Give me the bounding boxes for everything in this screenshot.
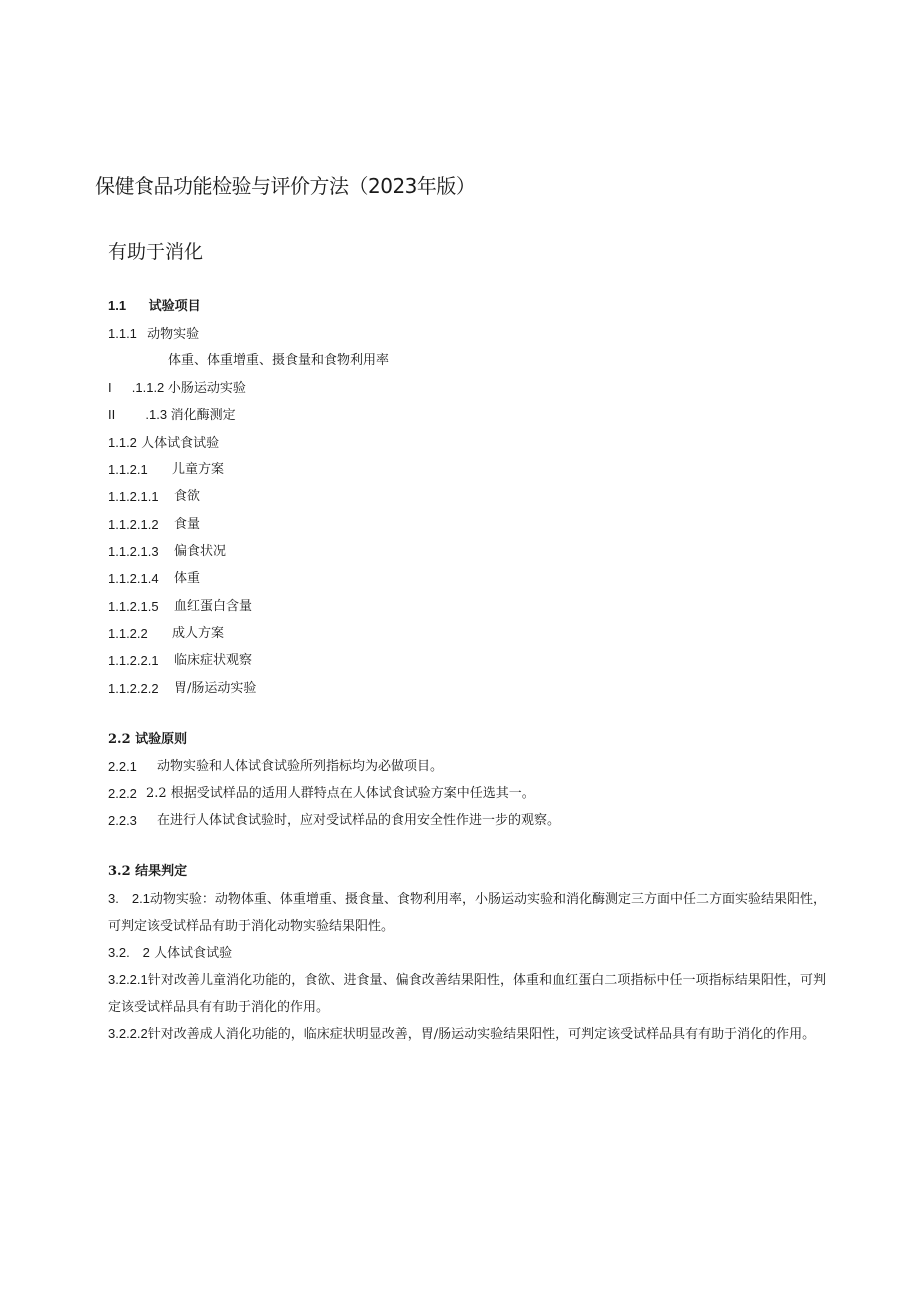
- list-item-number: 1.1.2.1.4: [108, 571, 159, 586]
- list-item-number: 2.2.2: [108, 786, 137, 801]
- paragraph: [108, 885, 826, 940]
- paragraph-number: 3.2. 2: [108, 945, 150, 960]
- list-item-number: 1.1.2.2.1: [108, 653, 159, 668]
- list-item-text: 血红蛋白含量: [174, 599, 253, 614]
- list-item-number: 1.1.2.1.3: [108, 544, 159, 559]
- list-item-text: 胃/肠运动实验: [174, 681, 257, 696]
- paragraph-text: 动物实验：动物体重、体重增重、摄食量、食物利用率，小肠运动实验和消化酶测定三方面中任二方面实验结果阳性，可判定该受试样品有助于消化动物实验结果阳性。: [108, 892, 826, 934]
- list-item-number: 1.1.2.2: [108, 626, 148, 641]
- list-item-number: 1.1.2.1: [108, 462, 148, 477]
- list-item: [108, 325, 199, 344]
- list-item: [168, 352, 389, 370]
- section-title: 有助于消化: [108, 241, 204, 263]
- item-text: 体重、体重增重、摄食量和食物利用率: [168, 353, 390, 368]
- item-text: 动物实验: [147, 327, 200, 342]
- list-item-text: 体重: [174, 571, 201, 586]
- list-item-number: 1.1.2.1.2: [108, 517, 159, 532]
- list-item-text: 成人方案: [172, 626, 225, 641]
- list-item-text: 食欲: [174, 489, 201, 504]
- list-item-text: 在进行人体试食试验时，应对受试样品的食用安全性作进一步的观察。: [157, 813, 561, 828]
- list-item: [108, 434, 219, 453]
- paragraph-text: 人体试食试验: [154, 946, 233, 961]
- list-item: [108, 379, 246, 398]
- item-text: .1.1.2 小肠运动实验: [131, 380, 246, 395]
- list-item-number: 1.1.2.1.1: [108, 489, 159, 504]
- item-number: 1.1.2: [108, 435, 137, 450]
- item-number: I: [108, 380, 112, 395]
- paragraph-number: 3. 2.1: [108, 891, 150, 906]
- item-number: II: [108, 407, 116, 422]
- list-item-text: 偏食状况: [174, 544, 227, 559]
- section2-heading: 2.2 试验原则: [108, 732, 188, 747]
- list-item-number: 1.1.2.1.5: [108, 599, 159, 614]
- paragraph: [108, 1020, 826, 1048]
- list-item-text: 食量: [174, 517, 201, 532]
- section1-heading-text: 试验项目: [148, 299, 201, 314]
- list-item-text: 儿童方案: [172, 462, 225, 477]
- section3-heading: 3.2 结果判定: [108, 864, 188, 879]
- item-text: 人体试食试验: [141, 436, 220, 451]
- item-number: 1.1.1: [108, 326, 137, 341]
- paragraph: [108, 966, 826, 1021]
- document-title: 保健食品功能检验与评价方法（2023年版）: [95, 174, 476, 198]
- section1-heading-number: 1.1: [108, 298, 127, 313]
- paragraph-text: 针对改善成人消化功能的，临床症状明显改善，胃/肠运动实验结果阳性，可判定该受试样品具有有助于消化的作用。: [147, 1027, 816, 1042]
- paragraph-text: 针对改善儿童消化功能的，食欲、进食量、偏食改善结果阳性，体重和血红蛋白二项指标中任一项指标结果阳性，可判定该受试样品具有有助于消化的作用。: [108, 973, 826, 1015]
- list-item: [108, 406, 236, 425]
- item-text: .1.3 消化酶测定: [145, 407, 236, 422]
- paragraph-number: 3.2.2.2: [108, 1026, 148, 1041]
- list-item-text: 动物实验和人体试食试验所列指标均为必做项目。: [157, 759, 444, 774]
- paragraph: [108, 944, 232, 963]
- section1-heading: [108, 297, 201, 316]
- list-item-number: 1.1.2.2.2: [108, 681, 159, 696]
- list-item-text: 2.2 根据受试样品的适用人群特点在人体试食试验方案中任选其一。: [146, 786, 535, 801]
- list-item-number: 2.2.1: [108, 759, 137, 774]
- list-item-text: 临床症状观察: [174, 653, 253, 668]
- list-item-number: 2.2.3: [108, 813, 137, 828]
- paragraph-number: 3.2.2.1: [108, 972, 148, 987]
